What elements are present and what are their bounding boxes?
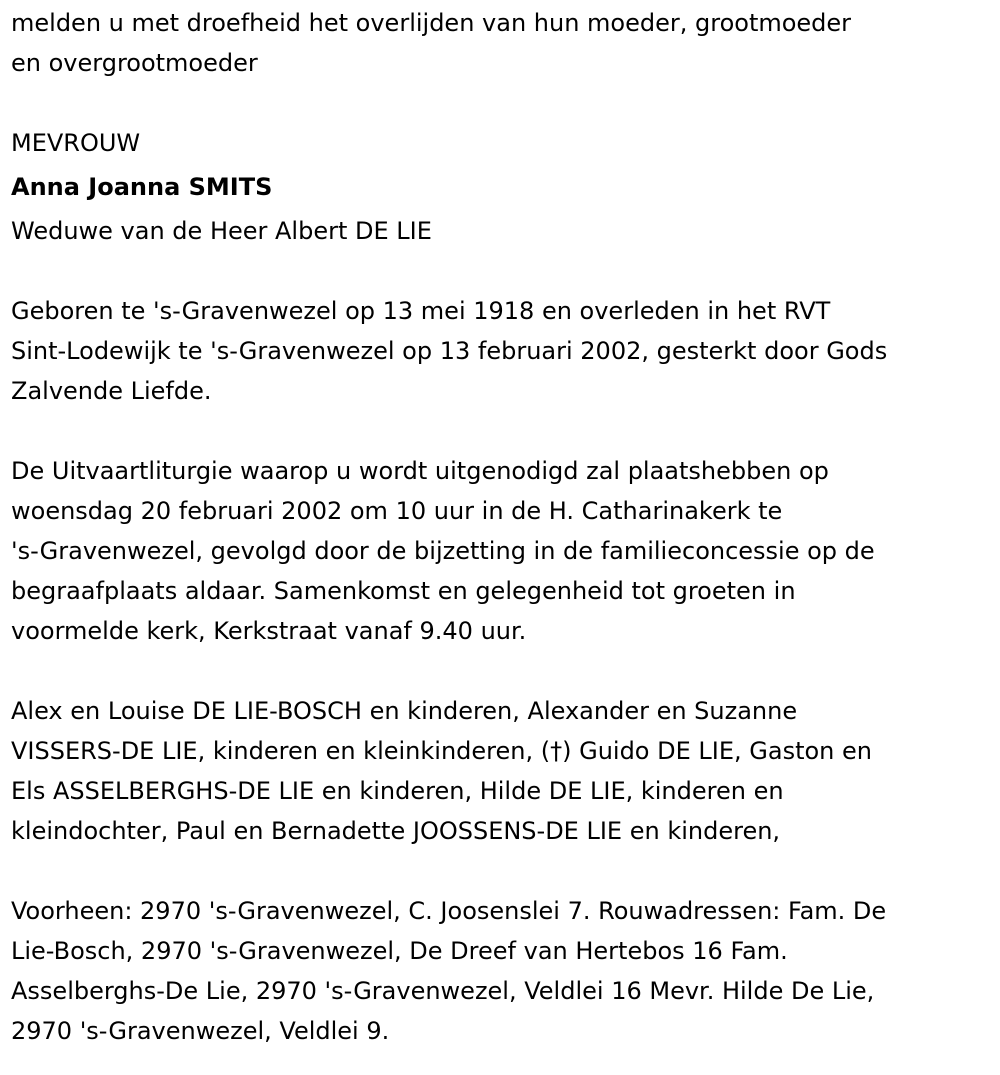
- birth-death-line: Zalvende Liefde.: [11, 377, 212, 405]
- address-line: Voorheen: 2970 's-Gravenwezel, C. Joosenslei 7. Rouwadressen: Fam. De: [11, 897, 887, 925]
- birth-death-line: Geboren te 's-Gravenwezel op 13 mei 1918 en overleden in het RVT: [11, 297, 831, 325]
- paragraph-spacer: [11, 411, 1000, 451]
- intro-paragraph: [11, 3, 1000, 83]
- family-line: kleindochter, Paul en Bernadette JOOSSENS-DE LIE en kinderen,: [11, 817, 781, 845]
- birth-death-paragraph: [11, 291, 1000, 411]
- paragraph-spacer: [11, 251, 1000, 291]
- funeral-line: voormelde kerk, Kerkstraat vanaf 9.40 uur.: [11, 617, 527, 645]
- deceased-title: MEVROUW: [11, 129, 141, 157]
- addresses-paragraph: [11, 891, 1000, 1051]
- deceased-name: Anna Joanna SMITS: [11, 173, 273, 201]
- family-line: Alex en Louise DE LIE-BOSCH en kinderen, Alexander en Suzanne: [11, 697, 798, 725]
- deceased-block: [11, 123, 1000, 251]
- funeral-line: begraafplaats aldaar. Samenkomst en gelegenheid tot groeten in: [11, 577, 796, 605]
- funeral-line: 's-Gravenwezel, gevolgd door de bijzetting in de familieconcessie op de: [11, 537, 875, 565]
- family-line: Els ASSELBERGHS-DE LIE en kinderen, Hilde DE LIE, kinderen en: [11, 777, 784, 805]
- address-line: Asselberghs-De Lie, 2970 's-Gravenwezel, Veldlei 16 Mevr. Hilde De Lie,: [11, 977, 875, 1005]
- address-line: 2970 's-Gravenwezel, Veldlei 9.: [11, 1017, 390, 1045]
- family-paragraph: [11, 691, 1000, 851]
- funeral-line: woensdag 20 februari 2002 om 10 uur in de H. Catharinakerk te: [11, 497, 783, 525]
- widow-of: Weduwe van de Heer Albert DE LIE: [11, 217, 432, 245]
- address-line: Lie-Bosch, 2970 's-Gravenwezel, De Dreef van Hertebos 16 Fam.: [11, 937, 788, 965]
- paragraph-spacer: [11, 83, 1000, 123]
- intro-line: en overgrootmoeder: [11, 49, 258, 77]
- intro-line: melden u met droefheid het overlijden van hun moeder, grootmoeder: [11, 9, 852, 37]
- paragraph-spacer: [11, 651, 1000, 691]
- birth-death-line: Sint-Lodewijk te 's-Gravenwezel op 13 februari 2002, gesterkt door Gods: [11, 337, 888, 365]
- funeral-paragraph: [11, 451, 1000, 651]
- funeral-line: De Uitvaartliturgie waarop u wordt uitgenodigd zal plaatshebben op: [11, 457, 829, 485]
- paragraph-spacer: [11, 851, 1000, 891]
- family-line: VISSERS-DE LIE, kinderen en kleinkinderen, (†) Guido DE LIE, Gaston en: [11, 737, 872, 765]
